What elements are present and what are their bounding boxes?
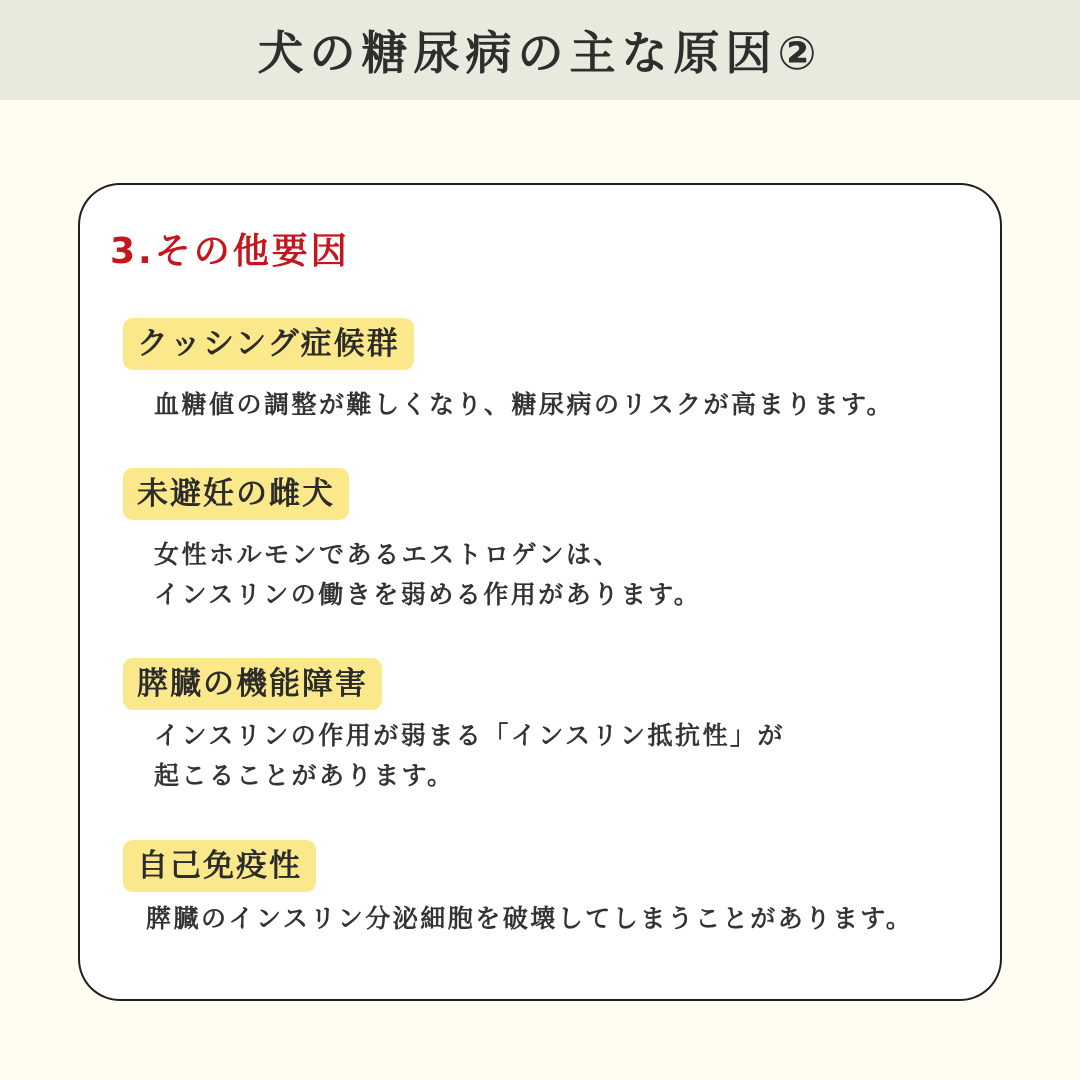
section-title: 3.その他要因: [110, 231, 350, 272]
factor-desc-line: 起こることがあります。: [154, 761, 455, 790]
page-title: 犬の糖尿病の主な原因②: [257, 26, 823, 80]
content-card: [78, 183, 1002, 1001]
header-bar: [0, 0, 1080, 100]
factor-desc-line: 血糖値の調整が難しくなり、糖尿病のリスクが高まります。: [154, 390, 895, 419]
factor-tag-unspayed-female: 未避妊の雌犬: [123, 468, 349, 520]
factor-desc-line: 女性ホルモンであるエストロゲンは、: [154, 540, 622, 569]
factor-desc-line: 膵臓のインスリン分泌細胞を破壊してしまうことがあります。: [146, 904, 914, 933]
factor-desc-line: インスリンの働きを弱める作用があります。: [154, 580, 702, 609]
factor-tag-pancreas-dysfunction: 膵臓の機能障害: [123, 658, 382, 710]
factor-tag-autoimmune: 自己免疫性: [123, 840, 316, 892]
factor-desc-autoimmune: [146, 899, 913, 939]
factor-desc-unspayed-female: [154, 535, 701, 615]
factor-tag-cushing: クッシング症候群: [123, 318, 414, 370]
factor-desc-pancreas-dysfunction: [154, 716, 785, 796]
factor-desc-cushing: [154, 385, 894, 425]
factor-desc-line: インスリンの作用が弱まる「インスリン抵抗性」が: [154, 721, 786, 750]
